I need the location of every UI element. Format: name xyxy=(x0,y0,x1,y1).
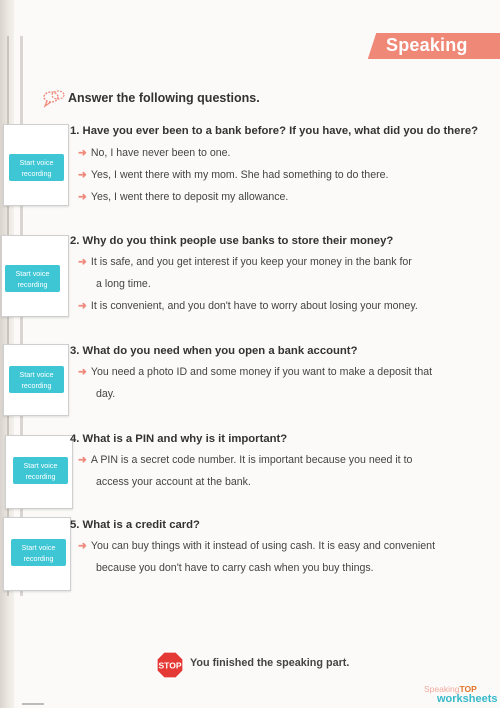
page-mark xyxy=(22,703,44,705)
stop-sign-label: STOP xyxy=(158,660,182,671)
answer-item xyxy=(78,186,453,208)
answer-text: It is convenient, and you don't have to worry about losing your money. xyxy=(90,300,418,312)
answer-list-2 xyxy=(78,251,453,317)
start-voice-recording-button[interactable] xyxy=(9,154,64,181)
section-title: Speaking xyxy=(386,35,468,55)
answer-text-continued: because you don't have to carry cash when you buy things. xyxy=(96,562,374,574)
start-voice-recording-button[interactable] xyxy=(9,366,64,393)
question-3: 3. What do you need when you open a bank account? xyxy=(70,345,358,357)
arrow-right-icon: ➜ xyxy=(78,169,87,181)
answer-text: A PIN is a secret code number. It is important because you need it to xyxy=(90,454,413,466)
answer-list-3 xyxy=(78,361,453,405)
answer-text-continued: day. xyxy=(96,388,116,400)
arrow-right-icon: ➜ xyxy=(78,366,87,378)
arrow-right-icon: ➜ xyxy=(78,147,87,159)
record-label-line1: Start voice xyxy=(19,370,54,379)
answer-item xyxy=(78,295,453,317)
answer-item xyxy=(78,449,453,493)
arrow-right-icon: ➜ xyxy=(78,540,87,552)
start-voice-recording-button[interactable] xyxy=(13,457,68,484)
record-label-line2: recording xyxy=(25,472,56,481)
answer-list-4 xyxy=(78,449,453,493)
arrow-right-icon: ➜ xyxy=(78,300,87,312)
start-voice-recording-button[interactable] xyxy=(11,539,66,566)
instruction-text: Answer the following questions. xyxy=(68,91,260,105)
question-4: 4. What is a PIN and why is it important? xyxy=(70,433,288,445)
answer-text: You can buy things with it instead of using cash. It is easy and convenient xyxy=(90,540,436,552)
brand-logo-worksheets: worksheets xyxy=(437,693,498,705)
answer-text: You need a photo ID and some money if you want to make a deposit that xyxy=(90,366,433,378)
record-label-line2: recording xyxy=(23,554,54,563)
brand-word-top: TOP xyxy=(459,684,477,694)
record-label-line2: recording xyxy=(17,280,48,289)
question-1: 1. Have you ever been to a bank before? If you have, what did you do there? xyxy=(70,125,479,137)
answer-text: Yes, I went there to deposit my allowance. xyxy=(90,191,289,203)
question-2: 2. Why do you think people use banks to store their money? xyxy=(70,235,394,247)
finish-message: You finished the speaking part. xyxy=(190,657,350,669)
answer-list-1 xyxy=(78,142,453,208)
record-label-line2: recording xyxy=(21,381,52,390)
answer-text: No, I have never been to one. xyxy=(90,147,231,159)
record-label-line1: Start voice xyxy=(23,461,58,470)
answer-text: Yes, I went there with my mom. She had something to do there. xyxy=(90,169,389,181)
answer-item xyxy=(78,251,453,295)
record-label-line1: Start voice xyxy=(15,269,50,278)
start-voice-recording-button[interactable] xyxy=(5,265,60,292)
answer-item xyxy=(78,142,453,164)
answer-item xyxy=(78,361,453,405)
arrow-right-icon: ➜ xyxy=(78,454,87,466)
answer-list-5 xyxy=(78,535,453,579)
question-5: 5. What is a credit card? xyxy=(70,519,200,531)
answer-item xyxy=(78,535,453,579)
answer-text-continued: a long time. xyxy=(96,278,151,290)
record-label-line1: Start voice xyxy=(19,158,54,167)
stop-sign-icon xyxy=(156,651,184,679)
record-label-line1: Start voice xyxy=(21,543,56,552)
record-label-line2: recording xyxy=(21,169,52,178)
arrow-right-icon: ➜ xyxy=(78,256,87,268)
answer-text: It is safe, and you get interest if you keep your money in the bank for xyxy=(90,256,412,268)
answer-item xyxy=(78,164,453,186)
brand-word-speaking: Speaking xyxy=(424,684,460,694)
speech-bubbles-icon xyxy=(42,88,66,108)
answer-text-continued: access your account at the bank. xyxy=(96,476,251,488)
arrow-right-icon: ➜ xyxy=(78,191,87,203)
